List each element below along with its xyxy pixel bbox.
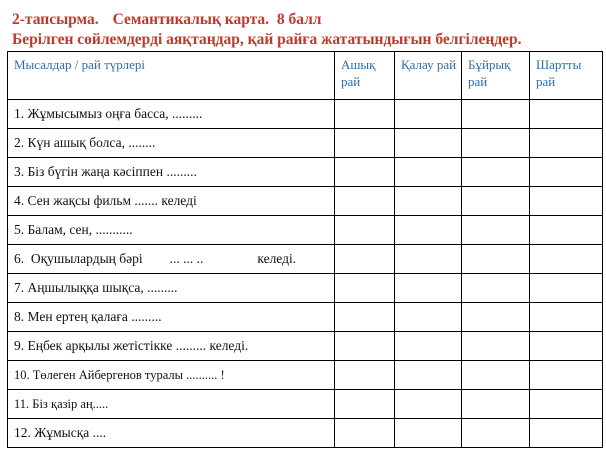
table-row	[8, 390, 603, 419]
task-title-line	[12, 10, 522, 30]
sentence-cell: 12. Жұмысқа ....	[8, 419, 335, 448]
answer-cell-imperative[interactable]	[462, 274, 530, 303]
answer-cell-indicative[interactable]	[335, 100, 395, 129]
answer-cell-conditional[interactable]	[530, 303, 603, 332]
sentence-cell: 4. Сен жақсы фильм ....... келеді	[8, 187, 335, 216]
answer-cell-imperative[interactable]	[462, 100, 530, 129]
table-row	[8, 158, 603, 187]
answer-cell-imperative[interactable]	[462, 390, 530, 419]
task-title: Семантикалық карта.	[112, 11, 270, 28]
answer-cell-optative[interactable]	[395, 129, 462, 158]
task-heading	[12, 10, 522, 50]
answer-cell-indicative[interactable]	[335, 187, 395, 216]
sentence-cell: 2. Күн ашық болса, ........	[8, 129, 335, 158]
answer-cell-conditional[interactable]	[530, 100, 603, 129]
answer-cell-optative[interactable]	[395, 390, 462, 419]
header-indicative-mood: Ашық рай	[335, 52, 395, 100]
answer-cell-indicative[interactable]	[335, 332, 395, 361]
table-row	[8, 216, 603, 245]
table-row	[8, 100, 603, 129]
sentence-cell: 6. Оқушылардың бәрі ... ... .. келеді.	[8, 245, 335, 274]
answer-cell-conditional[interactable]	[530, 332, 603, 361]
sentence-cell: 8. Мен ертең қалаға .........	[8, 303, 335, 332]
answer-cell-indicative[interactable]	[335, 303, 395, 332]
answer-cell-imperative[interactable]	[462, 303, 530, 332]
table-row	[8, 332, 603, 361]
table-header-row	[8, 52, 603, 100]
answer-cell-optative[interactable]	[395, 158, 462, 187]
table-row	[8, 187, 603, 216]
answer-cell-imperative[interactable]	[462, 129, 530, 158]
sentence-cell: 9. Еңбек арқылы жетістікке ......... келеді.	[8, 332, 335, 361]
header-imperative-mood: Бұйрық рай	[462, 52, 530, 100]
answer-cell-indicative[interactable]	[335, 361, 395, 390]
answer-cell-imperative[interactable]	[462, 332, 530, 361]
answer-cell-imperative[interactable]	[462, 361, 530, 390]
sentence-cell: 11. Біз қазір аң.....	[8, 390, 335, 419]
answer-cell-optative[interactable]	[395, 303, 462, 332]
answer-cell-optative[interactable]	[395, 100, 462, 129]
table-row	[8, 274, 603, 303]
sentence-cell: 7. Аңшылыққа шықса, .........	[8, 274, 335, 303]
answer-cell-optative[interactable]	[395, 245, 462, 274]
answer-cell-indicative[interactable]	[335, 158, 395, 187]
answer-cell-imperative[interactable]	[462, 419, 530, 448]
answer-cell-imperative[interactable]	[462, 158, 530, 187]
answer-cell-optative[interactable]	[395, 274, 462, 303]
answer-cell-indicative[interactable]	[335, 245, 395, 274]
sentence-cell: 3. Біз бүгін жаңа кәсіппен .........	[8, 158, 335, 187]
table-row	[8, 419, 603, 448]
header-optative-mood: Қалау рай	[395, 52, 462, 100]
answer-cell-conditional[interactable]	[530, 361, 603, 390]
task-points: 8 балл	[276, 11, 322, 28]
answer-cell-imperative[interactable]	[462, 216, 530, 245]
answer-cell-conditional[interactable]	[530, 245, 603, 274]
answer-cell-indicative[interactable]	[335, 390, 395, 419]
table-row	[8, 245, 603, 274]
answer-cell-optative[interactable]	[395, 187, 462, 216]
answer-cell-indicative[interactable]	[335, 129, 395, 158]
header-conditional-mood: Шартты рай	[530, 52, 603, 100]
answer-cell-imperative[interactable]	[462, 245, 530, 274]
table-row	[8, 303, 603, 332]
answer-cell-optative[interactable]	[395, 361, 462, 390]
answer-cell-indicative[interactable]	[335, 216, 395, 245]
answer-cell-optative[interactable]	[395, 332, 462, 361]
semantic-map-table	[7, 51, 603, 448]
answer-cell-conditional[interactable]	[530, 129, 603, 158]
answer-cell-optative[interactable]	[395, 216, 462, 245]
answer-cell-indicative[interactable]	[335, 419, 395, 448]
sentence-cell: 10. Төлеген Айбергенов туралы .......... !	[8, 361, 335, 390]
answer-cell-conditional[interactable]	[530, 274, 603, 303]
answer-cell-imperative[interactable]	[462, 187, 530, 216]
sentence-cell: 5. Балам, сен, ...........	[8, 216, 335, 245]
task-instruction: Берілген сөйлемдерді аяқтаңдар, қай райға жататындығын белгілеңдер.	[12, 31, 522, 48]
task-number: 2-тапсырма.	[12, 11, 99, 28]
answer-cell-conditional[interactable]	[530, 187, 603, 216]
answer-cell-conditional[interactable]	[530, 216, 603, 245]
answer-cell-conditional[interactable]	[530, 419, 603, 448]
sentence-cell: 1. Жұмысымыз оңға басса, .........	[8, 100, 335, 129]
table-row	[8, 361, 603, 390]
answer-cell-conditional[interactable]	[530, 158, 603, 187]
answer-cell-optative[interactable]	[395, 419, 462, 448]
answer-cell-conditional[interactable]	[530, 390, 603, 419]
header-examples: Мысалдар / рай түрлері	[8, 52, 335, 100]
table-row	[8, 129, 603, 158]
answer-cell-indicative[interactable]	[335, 274, 395, 303]
